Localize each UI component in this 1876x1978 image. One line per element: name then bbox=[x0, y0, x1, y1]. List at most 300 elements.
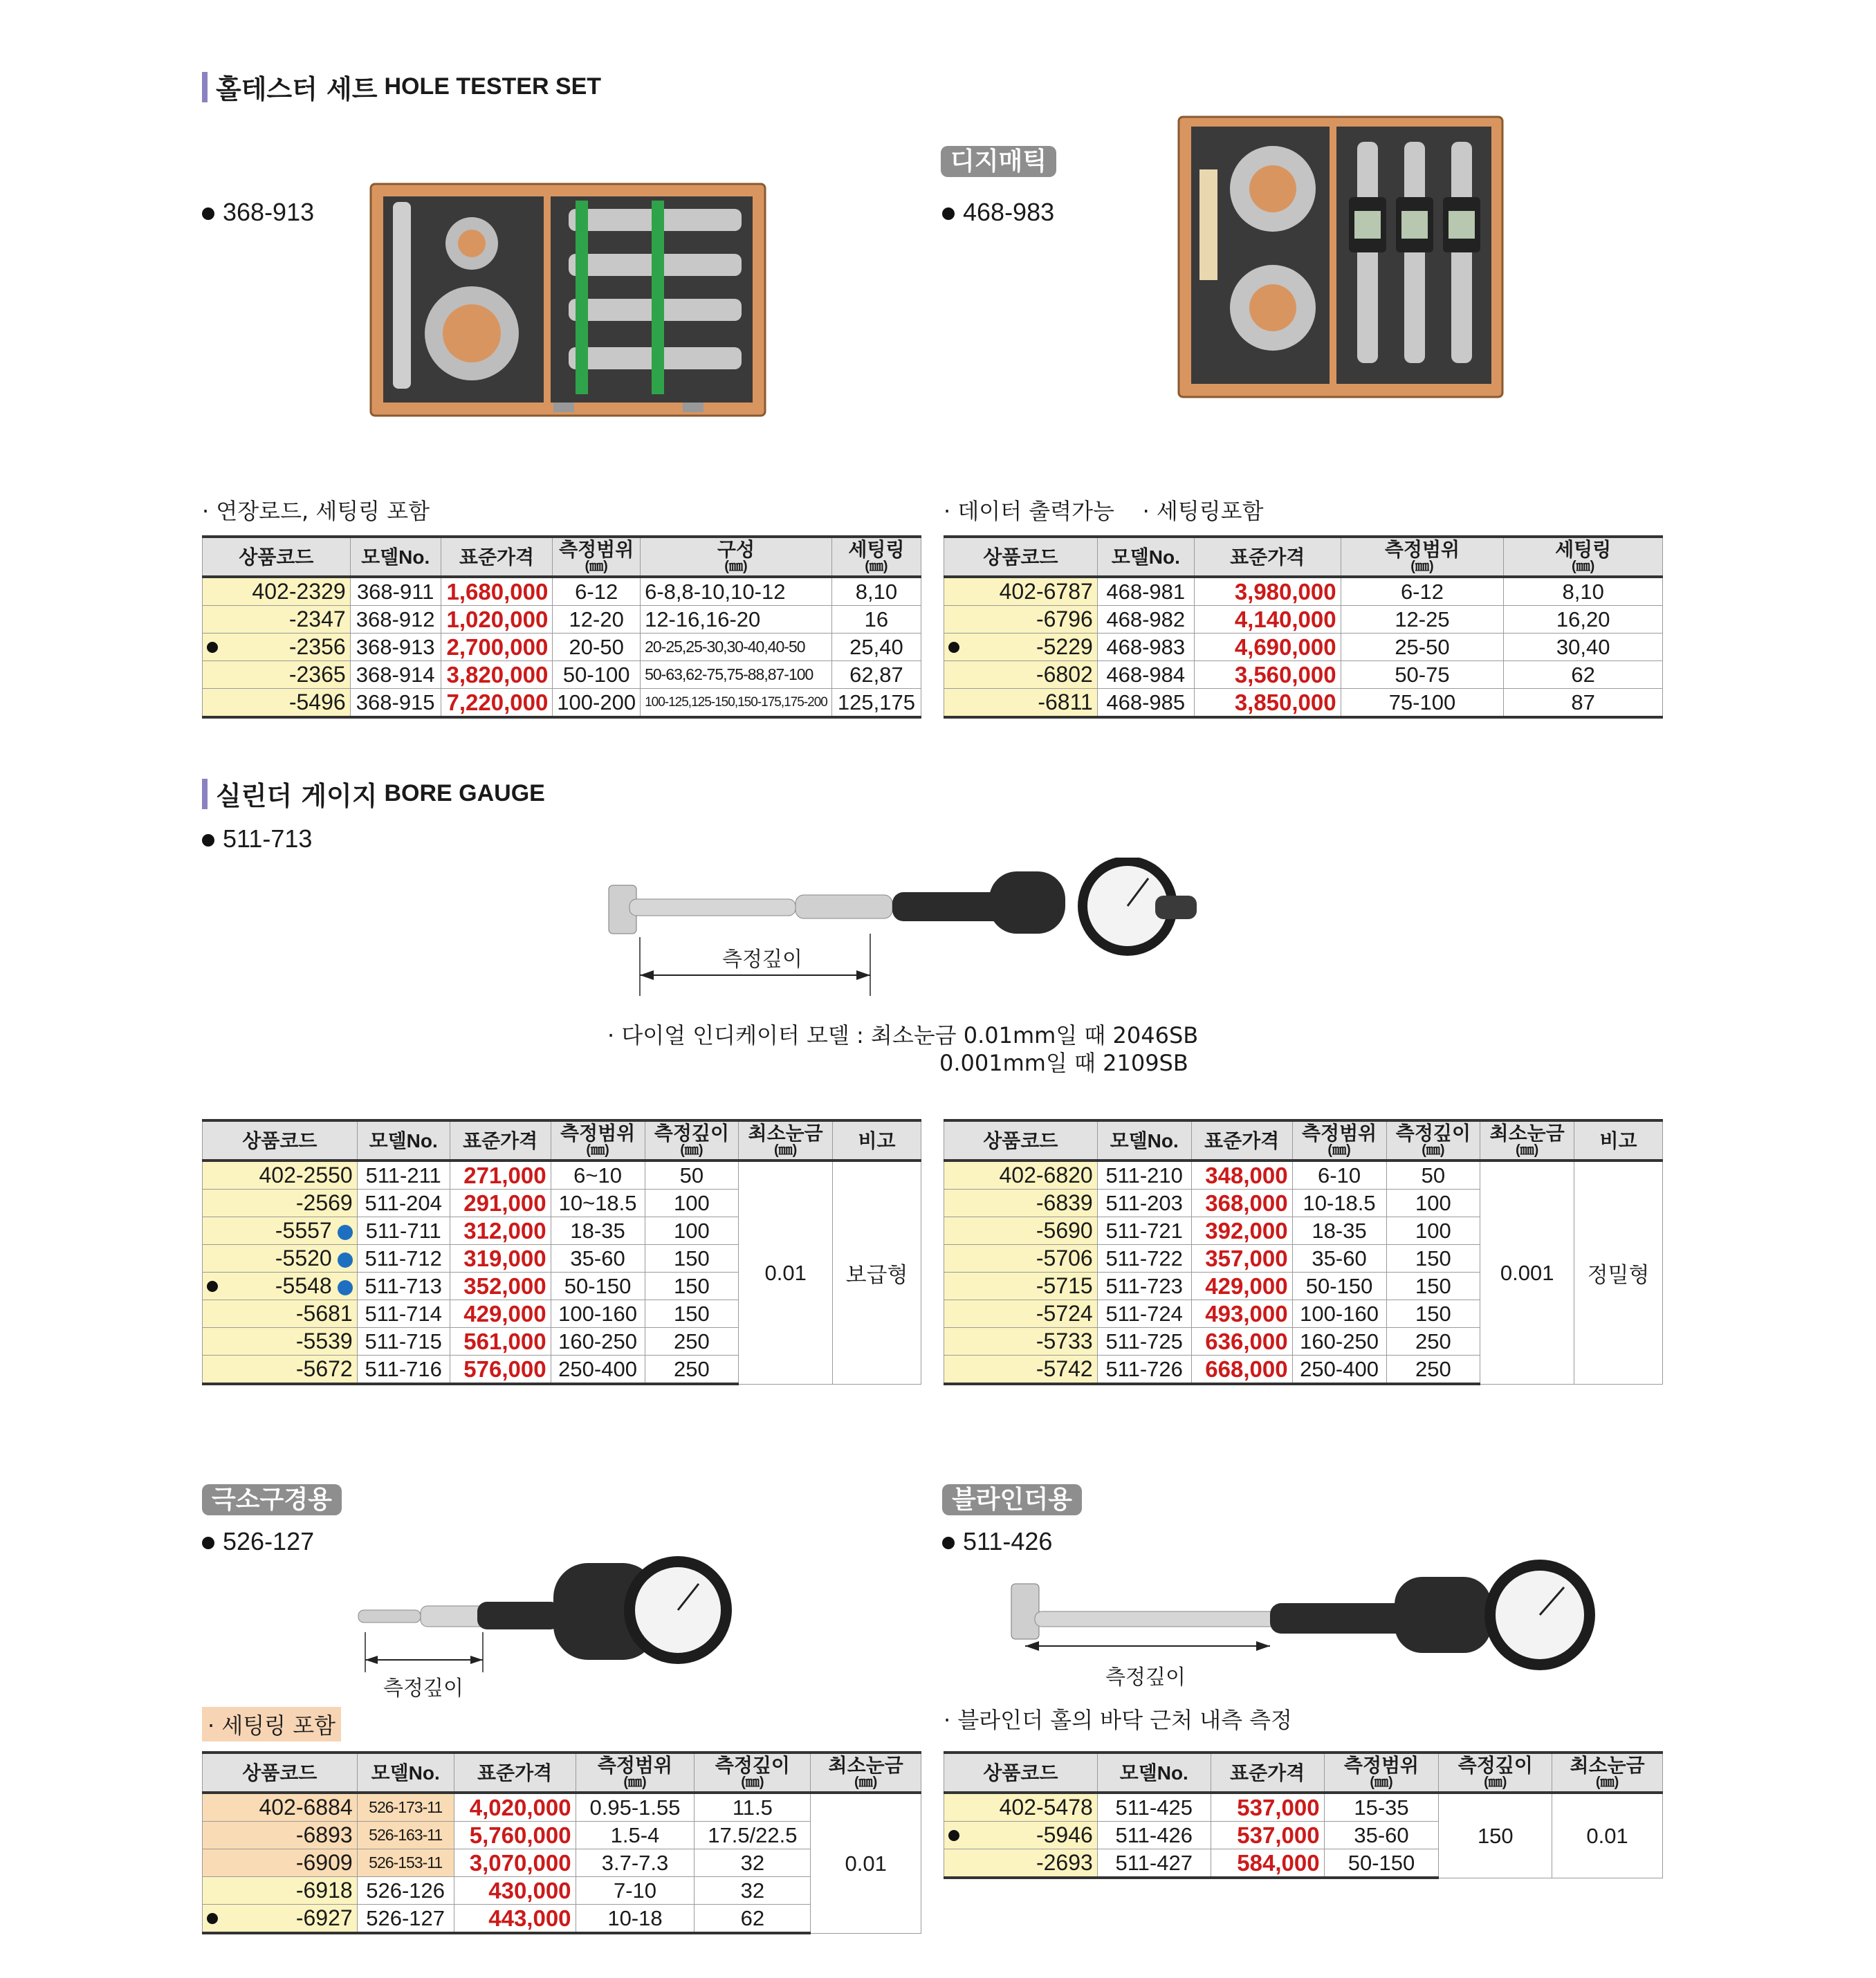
cell-code bbox=[203, 1905, 358, 1934]
table-header-row bbox=[203, 1120, 921, 1161]
cell-price: 429,000 bbox=[450, 1300, 551, 1328]
table-header-row bbox=[944, 537, 1663, 577]
note-dial-indicator: · 다이얼 인디케이터 모델 : 최소눈금 0.01mm일 때 2046SB bbox=[607, 1022, 1199, 1048]
cell-price: 3,560,000 bbox=[1194, 661, 1341, 689]
cell-price: 537,000 bbox=[1211, 1793, 1324, 1822]
cell-price: 576,000 bbox=[450, 1356, 551, 1385]
header-model: 모델No. bbox=[1097, 1753, 1211, 1793]
header-model: 모델No. bbox=[357, 1753, 454, 1793]
table-row bbox=[944, 577, 1663, 606]
header-unit: (㎜) bbox=[1422, 1143, 1445, 1158]
cell-range: 50-150 bbox=[1292, 1273, 1386, 1300]
header-ring-label: 세팅링 bbox=[848, 539, 905, 560]
cell-price: 271,000 bbox=[450, 1161, 551, 1190]
cell-config: 20-25,25-30,30-40,40-50 bbox=[641, 634, 832, 661]
cell-price: 3,070,000 bbox=[454, 1849, 576, 1877]
header-config bbox=[641, 537, 832, 577]
header-range bbox=[576, 1753, 695, 1793]
table-header-row bbox=[944, 1753, 1663, 1793]
cell-range: 50-75 bbox=[1341, 661, 1504, 689]
cell-range: 35-60 bbox=[551, 1245, 645, 1273]
cell-range: 6~10 bbox=[551, 1161, 645, 1190]
cell-min-grad: 0.001 bbox=[1480, 1161, 1574, 1384]
cell-range: 160-250 bbox=[1292, 1328, 1386, 1356]
cell-code: -6918 bbox=[203, 1877, 358, 1905]
header-depth-label: 측정깊이 bbox=[1457, 1755, 1533, 1776]
cell-range: 3.7-7.3 bbox=[576, 1849, 695, 1877]
header-depth bbox=[695, 1753, 811, 1793]
depth-label: 측정깊이 bbox=[1105, 1665, 1186, 1690]
cell-ring: 16 bbox=[831, 606, 921, 634]
cell-code bbox=[203, 1245, 358, 1273]
cell-depth: 100 bbox=[1386, 1190, 1480, 1217]
cell-code-text: -5946 bbox=[1036, 1822, 1093, 1848]
header-range bbox=[551, 1120, 645, 1161]
header-code: 상품코드 bbox=[203, 1120, 358, 1161]
cell-config: 6-8,8-10,10-12 bbox=[641, 577, 832, 606]
depth-label: 측정깊이 bbox=[383, 1676, 463, 1701]
cell-price: 430,000 bbox=[454, 1877, 576, 1905]
cell-depth: 150 bbox=[1439, 1793, 1552, 1878]
cell-depth: 150 bbox=[645, 1245, 739, 1273]
cell-depth: 250 bbox=[1386, 1356, 1480, 1385]
bullet-dot bbox=[207, 642, 218, 653]
cell-code: -5690 bbox=[944, 1217, 1098, 1245]
cell-range: 250-400 bbox=[551, 1356, 645, 1385]
cell-range: 10~18.5 bbox=[551, 1190, 645, 1217]
title-english: BORE GAUGE bbox=[384, 780, 545, 806]
cell-code: -2569 bbox=[203, 1190, 358, 1217]
title-korean: 실린더 게이지 bbox=[216, 781, 378, 811]
model-number: 526-127 bbox=[223, 1527, 315, 1555]
cell-price: 368,000 bbox=[1191, 1190, 1292, 1217]
cell-code: -6839 bbox=[944, 1190, 1098, 1217]
header-unit: (㎜) bbox=[1595, 1775, 1619, 1791]
cell-min-grad: 0.01 bbox=[739, 1161, 833, 1384]
cell-range: 20-50 bbox=[553, 634, 641, 661]
table-row bbox=[944, 661, 1663, 689]
header-code: 상품코드 bbox=[944, 1120, 1098, 1161]
cell-ring: 30,40 bbox=[1504, 634, 1663, 661]
cell-depth: 100 bbox=[1386, 1217, 1480, 1245]
bullet-dot bbox=[207, 1913, 218, 1924]
cell-model: 526-127 bbox=[357, 1905, 454, 1934]
bullet-dot bbox=[202, 1537, 214, 1549]
header-price: 표준가격 bbox=[454, 1753, 576, 1793]
header-range-label: 측정범위 bbox=[1384, 539, 1460, 560]
blue-dot-icon bbox=[338, 1253, 353, 1268]
header-min-grad-label: 최소눈금 bbox=[748, 1122, 823, 1144]
bullet-dot bbox=[207, 1281, 218, 1292]
cell-code-text: -5520 bbox=[275, 1246, 332, 1271]
blue-dot-icon bbox=[338, 1225, 353, 1240]
cell-model: 368-915 bbox=[350, 689, 441, 718]
cell-price: 291,000 bbox=[450, 1190, 551, 1217]
cell-code bbox=[944, 1822, 1098, 1849]
cell-depth: 150 bbox=[645, 1300, 739, 1328]
model-number: 511-713 bbox=[223, 824, 313, 853]
header-unit: (㎜) bbox=[1410, 559, 1434, 575]
cell-min-grad: 0.01 bbox=[811, 1793, 921, 1933]
cell-model: 368-911 bbox=[350, 577, 441, 606]
title-accent-bar bbox=[202, 72, 208, 102]
cell-range: 50-150 bbox=[1324, 1849, 1439, 1878]
model-number: 468-983 bbox=[963, 198, 1055, 226]
cell-price: 312,000 bbox=[450, 1217, 551, 1245]
cell-price: 3,820,000 bbox=[441, 661, 553, 689]
cell-price: 561,000 bbox=[450, 1328, 551, 1356]
model-label-511-713 bbox=[202, 824, 312, 853]
cell-depth: 32 bbox=[695, 1877, 811, 1905]
header-model: 모델No. bbox=[1097, 537, 1194, 577]
cell-range: 6-12 bbox=[1341, 577, 1504, 606]
note-right-hole-tester: · 데이터 출력가능 · 세팅링포함 bbox=[944, 498, 1264, 524]
cell-model: 368-913 bbox=[350, 634, 441, 661]
cell-depth: 150 bbox=[645, 1273, 739, 1300]
header-depth-label: 측정깊이 bbox=[715, 1755, 790, 1776]
header-unit: (㎜) bbox=[586, 1143, 609, 1158]
header-unit: (㎜) bbox=[623, 1775, 647, 1791]
cell-code: -2347 bbox=[203, 606, 351, 634]
model-label-511-426 bbox=[942, 1527, 1052, 1556]
cell-code: -5496 bbox=[203, 689, 351, 718]
cell-price: 1,020,000 bbox=[441, 606, 553, 634]
header-unit: (㎜) bbox=[741, 1775, 764, 1791]
cell-model: 511-204 bbox=[357, 1190, 450, 1217]
cell-price: 357,000 bbox=[1191, 1245, 1292, 1273]
cell-range: 0.95-1.55 bbox=[576, 1793, 695, 1822]
header-unit: (㎜) bbox=[724, 559, 748, 575]
cell-model: 468-984 bbox=[1097, 661, 1194, 689]
cell-code: -6802 bbox=[944, 661, 1098, 689]
table-row bbox=[203, 661, 921, 689]
cell-price: 2,700,000 bbox=[441, 634, 553, 661]
table-row bbox=[944, 1161, 1663, 1190]
cell-depth: 32 bbox=[695, 1849, 811, 1877]
header-unit: (㎜) bbox=[865, 559, 888, 575]
cell-code bbox=[203, 634, 351, 661]
header-unit: (㎜) bbox=[773, 1143, 798, 1158]
header-min-grad bbox=[739, 1120, 833, 1161]
cell-range: 25-50 bbox=[1341, 634, 1504, 661]
small-hole-gauge-image bbox=[353, 1556, 768, 1674]
cell-code-text: -5557 bbox=[275, 1218, 332, 1244]
cell-model: 511-723 bbox=[1097, 1273, 1191, 1300]
cell-ring: 8,10 bbox=[1504, 577, 1663, 606]
cell-range: 250-400 bbox=[1292, 1356, 1386, 1385]
cell-model: 511-427 bbox=[1097, 1849, 1211, 1878]
cell-depth: 62 bbox=[695, 1905, 811, 1934]
cell-config: 100-125,125-150,150-175,175-200 bbox=[641, 689, 832, 718]
cell-range: 35-60 bbox=[1324, 1822, 1439, 1849]
cell-code: 402-2329 bbox=[203, 577, 351, 606]
cell-range: 6-10 bbox=[1292, 1161, 1386, 1190]
header-price: 표준가격 bbox=[1191, 1120, 1292, 1161]
cell-range: 100-200 bbox=[553, 689, 641, 718]
cell-remark: 정밀형 bbox=[1574, 1161, 1663, 1384]
cell-range: 7-10 bbox=[576, 1877, 695, 1905]
header-unit: (㎜) bbox=[1484, 1775, 1507, 1791]
header-unit: (㎜) bbox=[1370, 1775, 1393, 1791]
blind-table bbox=[944, 1751, 1663, 1879]
cell-model: 511-203 bbox=[1097, 1190, 1191, 1217]
cell-price: 493,000 bbox=[1191, 1300, 1292, 1328]
header-range-label: 측정범위 bbox=[560, 1122, 636, 1144]
table-row bbox=[203, 689, 921, 718]
cell-model: 511-716 bbox=[357, 1356, 450, 1385]
cell-price: 5,760,000 bbox=[454, 1822, 576, 1849]
cell-ring: 62,87 bbox=[831, 661, 921, 689]
cell-code: -6811 bbox=[944, 689, 1098, 718]
section-title-hole-tester bbox=[202, 68, 601, 106]
header-price: 표준가격 bbox=[441, 537, 553, 577]
note-left-hole-tester: · 연장로드, 세팅링 포함 bbox=[202, 498, 430, 524]
header-unit: (㎜) bbox=[1327, 1143, 1351, 1158]
cell-code: -5724 bbox=[944, 1300, 1098, 1328]
header-depth bbox=[1386, 1120, 1480, 1161]
header-range-label: 측정범위 bbox=[1301, 1122, 1377, 1144]
header-min-grad bbox=[1480, 1120, 1574, 1161]
hole-tester-table-right bbox=[944, 535, 1663, 719]
cell-price: 352,000 bbox=[450, 1273, 551, 1300]
table-row bbox=[944, 689, 1663, 718]
cell-range: 50-150 bbox=[551, 1273, 645, 1300]
cell-model: 511-714 bbox=[357, 1300, 450, 1328]
cell-model: 511-724 bbox=[1097, 1300, 1191, 1328]
hole-tester-table-left bbox=[202, 535, 921, 719]
cell-price: 636,000 bbox=[1191, 1328, 1292, 1356]
cell-range: 1.5-4 bbox=[576, 1822, 695, 1849]
header-code: 상품코드 bbox=[944, 1753, 1098, 1793]
cell-range: 12-25 bbox=[1341, 606, 1504, 634]
cell-code: -2365 bbox=[203, 661, 351, 689]
bullet-dot bbox=[202, 834, 214, 847]
model-label-526-127 bbox=[202, 1527, 314, 1556]
cell-range: 160-250 bbox=[551, 1328, 645, 1356]
table-header-row bbox=[203, 537, 921, 577]
digimatic-set-image bbox=[1176, 114, 1508, 405]
cell-model: 511-711 bbox=[357, 1217, 450, 1245]
cell-range: 35-60 bbox=[1292, 1245, 1386, 1273]
header-range bbox=[1324, 1753, 1439, 1793]
cell-model: 511-426 bbox=[1097, 1822, 1211, 1849]
blind-badge bbox=[942, 1480, 1082, 1515]
cell-ring: 62 bbox=[1504, 661, 1663, 689]
cell-min-grad: 0.01 bbox=[1552, 1793, 1663, 1878]
bore-gauge-table-left bbox=[202, 1119, 921, 1385]
cell-code bbox=[944, 634, 1098, 661]
cell-code: -6909 bbox=[203, 1849, 358, 1877]
table-row bbox=[944, 1793, 1663, 1822]
header-range-label: 측정범위 bbox=[597, 1755, 673, 1776]
cell-price: 584,000 bbox=[1211, 1849, 1324, 1878]
cell-model: 526-163-11 bbox=[357, 1822, 454, 1849]
header-remark: 비고 bbox=[1574, 1120, 1663, 1161]
cell-range: 6-12 bbox=[553, 577, 641, 606]
header-code: 상품코드 bbox=[944, 537, 1098, 577]
bullet-dot bbox=[942, 1537, 955, 1549]
header-range bbox=[1341, 537, 1504, 577]
cell-code: -5672 bbox=[203, 1356, 358, 1385]
hole-tester-set-image bbox=[368, 181, 769, 429]
small-hole-badge bbox=[202, 1480, 342, 1515]
cell-code: -5681 bbox=[203, 1300, 358, 1328]
cell-model: 526-173-11 bbox=[357, 1793, 454, 1822]
header-model: 모델No. bbox=[1097, 1120, 1191, 1161]
header-depth bbox=[645, 1120, 739, 1161]
cell-code-text: -5548 bbox=[275, 1273, 332, 1299]
title-accent-bar bbox=[202, 779, 208, 809]
header-unit: (㎜) bbox=[1571, 559, 1595, 575]
cell-range: 18-35 bbox=[1292, 1217, 1386, 1245]
cell-range: 10-18 bbox=[576, 1905, 695, 1934]
cell-depth: 150 bbox=[1386, 1245, 1480, 1273]
cell-model: 511-725 bbox=[1097, 1328, 1191, 1356]
cell-price: 7,220,000 bbox=[441, 689, 553, 718]
cell-price: 4,690,000 bbox=[1194, 634, 1341, 661]
cell-price: 319,000 bbox=[450, 1245, 551, 1273]
model-label-368-913 bbox=[202, 198, 314, 227]
cell-code: -5715 bbox=[944, 1273, 1098, 1300]
table-row bbox=[203, 1161, 921, 1190]
table-row bbox=[944, 606, 1663, 634]
header-code: 상품코드 bbox=[203, 1753, 358, 1793]
cell-depth: 100 bbox=[645, 1190, 739, 1217]
cell-model: 511-210 bbox=[1097, 1161, 1191, 1190]
cell-code: 402-2550 bbox=[203, 1161, 358, 1190]
cell-range: 50-100 bbox=[553, 661, 641, 689]
header-ring bbox=[1504, 537, 1663, 577]
header-config-label: 구성 bbox=[717, 539, 755, 560]
cell-code: -6893 bbox=[203, 1822, 358, 1849]
cell-range: 15-35 bbox=[1324, 1793, 1439, 1822]
cell-range: 10-18.5 bbox=[1292, 1190, 1386, 1217]
header-ring bbox=[831, 537, 921, 577]
cell-price: 3,850,000 bbox=[1194, 689, 1341, 718]
cell-ring: 16,20 bbox=[1504, 606, 1663, 634]
header-price: 표준가격 bbox=[1211, 1753, 1324, 1793]
cell-code-text: -5229 bbox=[1036, 634, 1093, 660]
section-title-bore-gauge bbox=[202, 775, 545, 813]
header-model: 모델No. bbox=[350, 537, 441, 577]
header-unit: (㎜) bbox=[1515, 1143, 1539, 1158]
cell-code: -6796 bbox=[944, 606, 1098, 634]
table-row bbox=[203, 606, 921, 634]
cell-price: 3,980,000 bbox=[1194, 577, 1341, 606]
cell-price: 348,000 bbox=[1191, 1161, 1292, 1190]
cell-range: 100-160 bbox=[1292, 1300, 1386, 1328]
cell-model: 511-715 bbox=[357, 1328, 450, 1356]
header-code: 상품코드 bbox=[203, 537, 351, 577]
table-row bbox=[203, 1793, 921, 1822]
table-row bbox=[203, 634, 921, 661]
badge-text: 디지매틱 bbox=[941, 146, 1056, 177]
digimatic-badge bbox=[941, 142, 1056, 177]
header-unit: (㎜) bbox=[854, 1775, 878, 1791]
cell-code: 402-6820 bbox=[944, 1161, 1098, 1190]
cell-depth: 250 bbox=[645, 1356, 739, 1385]
header-unit: (㎜) bbox=[585, 559, 608, 575]
header-model: 모델No. bbox=[357, 1120, 450, 1161]
table-row bbox=[944, 634, 1663, 661]
cell-ring: 25,40 bbox=[831, 634, 921, 661]
blind-gauge-image bbox=[1007, 1556, 1609, 1681]
cell-price: 429,000 bbox=[1191, 1273, 1292, 1300]
cell-code bbox=[203, 1217, 358, 1245]
badge-text: 블라인더용 bbox=[942, 1484, 1082, 1515]
cell-range: 12-20 bbox=[553, 606, 641, 634]
table-row bbox=[203, 577, 921, 606]
cell-code: -2693 bbox=[944, 1849, 1098, 1878]
cell-depth: 17.5/22.5 bbox=[695, 1822, 811, 1849]
cell-price: 443,000 bbox=[454, 1905, 576, 1934]
badge-text: 극소구경용 bbox=[202, 1484, 342, 1515]
cell-model: 468-983 bbox=[1097, 634, 1194, 661]
header-min-grad-label: 최소눈금 bbox=[1570, 1755, 1645, 1776]
model-number: 511-426 bbox=[963, 1527, 1053, 1555]
cell-depth: 50 bbox=[1386, 1161, 1480, 1190]
cell-code: -5733 bbox=[944, 1328, 1098, 1356]
cell-code bbox=[203, 1273, 358, 1300]
cell-model: 511-713 bbox=[357, 1273, 450, 1300]
header-depth-label: 측정깊이 bbox=[654, 1122, 729, 1144]
cell-model: 468-982 bbox=[1097, 606, 1194, 634]
cell-range: 100-160 bbox=[551, 1300, 645, 1328]
cell-model: 511-721 bbox=[1097, 1217, 1191, 1245]
cell-config: 50-63,62-75,75-88,87-100 bbox=[641, 661, 832, 689]
header-depth-label: 측정깊이 bbox=[1395, 1122, 1471, 1144]
title-korean: 홀테스터 세트 bbox=[216, 74, 378, 104]
header-ring-label: 세팅링 bbox=[1555, 539, 1612, 560]
header-range bbox=[553, 537, 641, 577]
cell-price: 4,020,000 bbox=[454, 1793, 576, 1822]
bullet-dot bbox=[202, 207, 214, 220]
cell-depth: 11.5 bbox=[695, 1793, 811, 1822]
cell-model: 511-425 bbox=[1097, 1793, 1211, 1822]
header-unit: (㎜) bbox=[680, 1143, 704, 1158]
cell-depth: 100 bbox=[645, 1217, 739, 1245]
cell-code: -5742 bbox=[944, 1356, 1098, 1385]
model-number: 368-913 bbox=[223, 198, 315, 226]
header-price: 표준가격 bbox=[450, 1120, 551, 1161]
cell-price: 1,680,000 bbox=[441, 577, 553, 606]
cell-model: 368-914 bbox=[350, 661, 441, 689]
header-range bbox=[1292, 1120, 1386, 1161]
header-depth bbox=[1439, 1753, 1552, 1793]
cell-code-text: -2356 bbox=[288, 634, 346, 660]
cell-code-text: -6927 bbox=[295, 1905, 353, 1931]
cell-model: 526-153-11 bbox=[357, 1849, 454, 1877]
bore-gauge-table-right bbox=[944, 1119, 1663, 1385]
header-min-grad-label: 최소눈금 bbox=[828, 1755, 903, 1776]
cell-depth: 150 bbox=[1386, 1300, 1480, 1328]
cell-model: 468-985 bbox=[1097, 689, 1194, 718]
title-english: HOLE TESTER SET bbox=[384, 73, 602, 100]
cell-ring: 87 bbox=[1504, 689, 1663, 718]
header-min-grad bbox=[811, 1753, 921, 1793]
cell-depth: 50 bbox=[645, 1161, 739, 1190]
bullet-dot bbox=[948, 1830, 959, 1841]
cell-price: 537,000 bbox=[1211, 1822, 1324, 1849]
cell-depth: 150 bbox=[1386, 1273, 1480, 1300]
header-price: 표준가격 bbox=[1194, 537, 1341, 577]
cell-model: 526-126 bbox=[357, 1877, 454, 1905]
cell-code: 402-6884 bbox=[203, 1793, 358, 1822]
bore-gauge-image bbox=[602, 858, 1204, 1017]
bullet-dot bbox=[942, 207, 955, 220]
cell-model: 468-981 bbox=[1097, 577, 1194, 606]
cell-remark: 보급형 bbox=[833, 1161, 921, 1384]
